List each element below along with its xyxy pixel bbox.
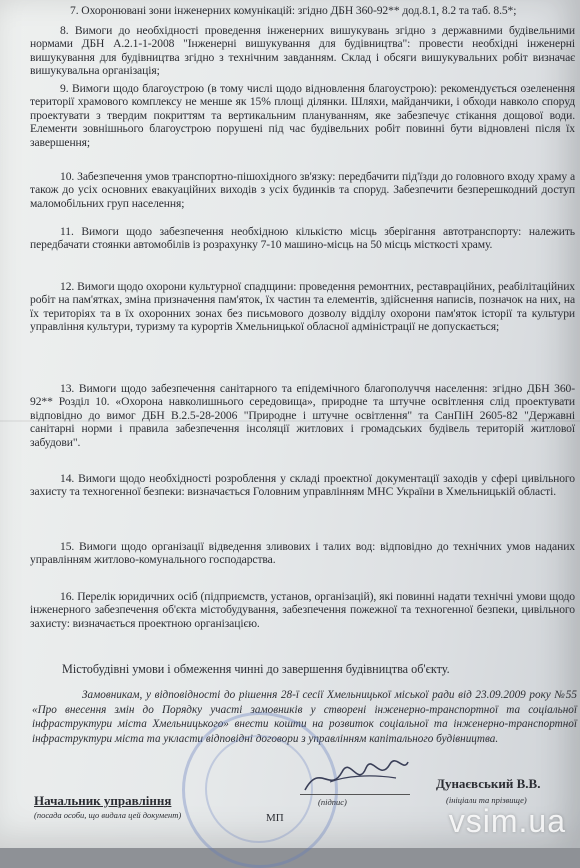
paragraph-7: 7. Охоронювані зони інженерних комунікацій: згідно ДБН 360-92** дод.8.1, 8.2 та таб. 8.5*; [70, 4, 517, 17]
signature-scribble [300, 742, 410, 802]
paragraph-8: 8. Вимоги до необхідності проведення інженерних вишукувань згідно з державними будівельними нормами ДБН А.2.1-1-2008 "Інженерні вишукування для будівництва": провести необхідні інженерні вишукування для будівництва згідно з технічним завданням. Склад і обсяги вишукувальних робіт визначає вишукувальна організація; [30, 24, 575, 78]
paragraph-12: 12. Вимоги щодо охорони культурної спадщини: проведення ремонтних, реставраційних, реабілітаційних робіт на пам'ятках, зміна призначення пам'яток, їх частин та елементів, здійснення написів, позначок на них, на їх територіях та в їх охоронних зонах без письмового дозволу відділу охорони пам'яток історії та культури управління культури, туризму та курортів Хмельницької обласної адміністрації не допускається; [30, 280, 575, 334]
validity-statement: Містобудівні умови і обмеження чинні до завершення будівництва об'єкту. [62, 662, 450, 676]
paragraph-11: 11. Вимоги щодо забезпечення необхідною кількістю місць зберігання автотранспорту: належить передбачати стоянки автомобілів із розрахунку 7-10 машино-місць на 50 місць місткості храму. [30, 225, 575, 252]
position-title: Начальник управління [34, 793, 172, 808]
paragraph-10: 10. Забезпечення умов транспортно-пішохідного зв'язку: передбачити під'їзди до головного входу храму а також до усіх основних евакуаційних виходів з усіх будинків та споруд. Забезпечити безперешкодний доступ маломобільних груп населення; [30, 170, 575, 210]
paragraph-16: 16. Перелік юридичних осіб (підприємств, установ, організацій), які повинні надати технічні умови щодо інженерного забезпечення об'єкта містобудування, забезпечення пожежної та техногенної безпеки, цивільного захисту: визначається проектною організацією. [30, 590, 575, 630]
paragraph-15: 15. Вимоги щодо організації відведення зливових і талих вод: відповідно до технічних умов наданих управлінням житлово-комунального господарства. [30, 540, 575, 567]
signer-caption: (ініціали та прізвище) [446, 795, 527, 805]
position-caption: (посада особи, що видала цей документ) [34, 810, 182, 820]
paragraph-13: 13. Вимоги щодо забезпечення санітарного та епідемічного благополуччя населення: згідно ДБН 360-92** Розділ 10. «Охорона навколишнього середовища», природне та штучне освітлення слід проектувати відповідно до вимог ДБН В.2.5-28-2006 "Природне і штучне освітлення" та СанПіН 2605-82 "Державні санітарні норми і правила забезпечення інсоляції житлових і громадських будівель територій житлової забудови". [30, 382, 575, 449]
signature-line [300, 794, 410, 795]
watermark: vsim.ua [448, 803, 566, 839]
paragraph-14: 14. Вимоги щодо необхідності розроблення у складі проектної документації заходів у сфері цивільного захисту та техногенної безпеки: визначається Головним управлінням МНС України в Хмельницькій області. [30, 472, 575, 499]
signature-caption: (підпис) [318, 797, 347, 807]
signer-name: Дунаєвський В.В. [436, 776, 541, 791]
stamp-label: МП [266, 812, 284, 824]
paragraph-9: 9. Вимоги щодо благоустрою (в тому числі щодо відновлення благоустрою): рекомендується озеленення території храмового комплексу не менше як 15% площі ділянки. Шляхи, майданчики, і обходи навколо споруд проектувати з твердим покриттям та вертикальним плануванням, яке забезпечує стікання дощової води. Елементи зовнішнього благоустрою порушені під час будівельних робіт повинні бути відновлені після їх завершення; [30, 82, 575, 149]
customer-note: Замовникам, у відповідності до рішення 28-ї сесії Хмельницької міської ради від 23.09.2009 року №55 «Про внесення змін до Порядку участі замовників у створені інженерно-транспортної та соціальної інфраструктури міста Хмельницького» внести кошти на розвиток соціальної та інженерно-транспортної інфраструктури міста та укласти відповідні договори з управлінням капітального будівництва. [32, 689, 577, 745]
